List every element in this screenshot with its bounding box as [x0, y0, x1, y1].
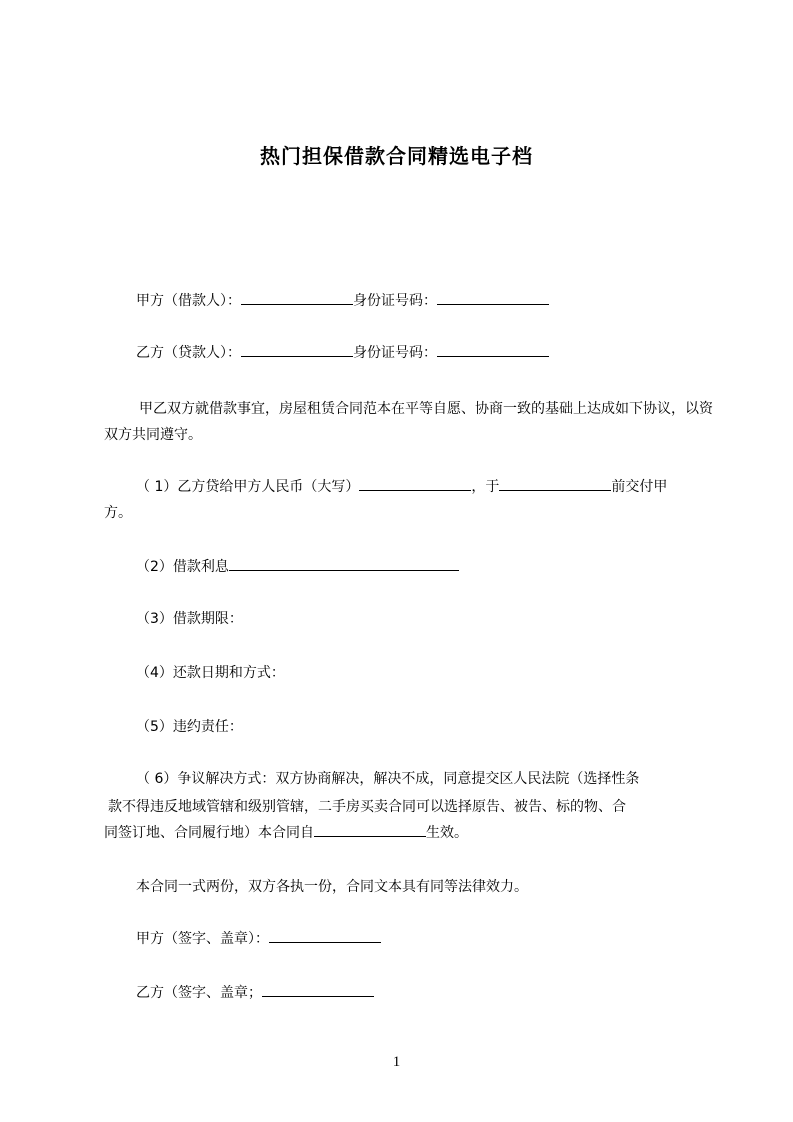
- clause-6-line-2: 款不得违反地域管辖和级别管辖，二手房买卖合同可以选择原告、被告、标的物、合: [108, 799, 626, 815]
- clause-1-text-b: ，于: [471, 479, 500, 495]
- party-b-line: [136, 340, 748, 366]
- sign-a-label: 甲方（签字、盖章）：: [136, 931, 269, 947]
- party-a-line: [136, 288, 748, 314]
- clause-3-line: （3）借款期限：: [136, 611, 243, 627]
- clause-6-effective-blank[interactable]: [314, 822, 426, 837]
- clause-6-line-1: （ 6）争议解决方式：双方协商解决，解决不成，同意提交区人民法院（选择性条: [136, 771, 640, 787]
- clause-1-line-1: [136, 474, 748, 500]
- sign-b-line: [136, 980, 748, 1006]
- clause-5-line: （5）违约责任：: [136, 719, 243, 735]
- party-b-id-blank[interactable]: [437, 342, 549, 357]
- clause-1-date-blank[interactable]: [499, 476, 611, 491]
- copies-paragraph: 本合同一式两份，双方各执一份，合同文本具有同等法律效力。: [136, 879, 528, 895]
- clause-1-amount-blank[interactable]: [359, 476, 471, 491]
- clause-6-text-a: 同签订地、合同履行地）本合同自: [104, 825, 314, 841]
- clause-1-line-2: 方。: [104, 505, 132, 521]
- party-b-name-blank[interactable]: [241, 342, 353, 357]
- party-a-id-blank[interactable]: [437, 290, 549, 305]
- party-b-id-label: 身份证号码：: [353, 345, 437, 361]
- clause-6-line-3: [104, 820, 716, 846]
- party-a-label: 甲方（借款人）：: [136, 293, 241, 309]
- clause-2-interest-blank[interactable]: [229, 556, 459, 571]
- sign-a-blank[interactable]: [269, 928, 381, 943]
- intro-paragraph: 甲乙双方就借款事宜，房屋租赁合同范本在平等自愿、协商一致的基础上达成如下协议，以资双方共同遵守。: [104, 401, 713, 443]
- clause-1-text-a: （ 1）乙方贷给甲方人民币（大写）: [136, 479, 360, 495]
- party-a-id-label: 身份证号码：: [353, 293, 437, 309]
- clause-4-line: （4）还款日期和方式：: [136, 665, 285, 681]
- clause-6-text-b: 生效。: [426, 825, 468, 841]
- sign-b-label: 乙方（签字、盖章；: [136, 985, 262, 1001]
- page-number: 1: [392, 1054, 401, 1070]
- clause-2-label: （2）借款利息: [136, 559, 229, 575]
- clause-1-text-c: 前交付甲: [611, 479, 668, 495]
- document-title: 热门担保借款合同精选电子档: [260, 144, 533, 168]
- sign-a-line: [136, 926, 748, 952]
- sign-b-blank[interactable]: [262, 982, 374, 997]
- party-b-label: 乙方（贷款人）：: [136, 345, 241, 361]
- clause-2-line: [136, 554, 748, 580]
- party-a-name-blank[interactable]: [241, 290, 353, 305]
